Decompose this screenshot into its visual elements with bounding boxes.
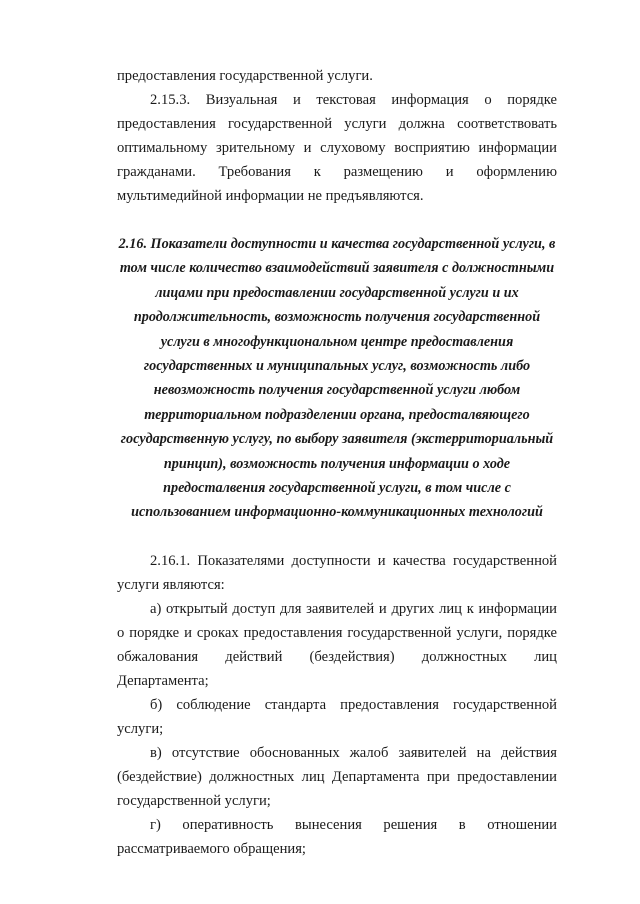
list-item-g: г) оперативность вынесения решения в отношении рассматриваемого обращения; [117,816,557,857]
paragraph-continuation: предоставления государственной услуги. [117,68,373,84]
paragraph-2-15-3: 2.15.3. Визуальная и текстовая информация о порядке предоставления государственной услуги должна соответствовать оптимальному зрительному и слуховому восприятию информации гражданами. Требования к размещению и оформлению мультимедийной информации не предъявляются. [117,92,557,204]
document-page [117,64,557,861]
spacer [117,208,557,232]
list-item-v: в) отсутствие обоснованных жалоб заявителей на действия (бездействие) должностных лиц Департамента при предоставлении государственной услуги; [117,744,557,809]
spacer [117,525,557,549]
list-item-a: а) открытый доступ для заявителей и других лиц к информации о порядке и сроках предоставления государственной услуги, порядке обжалования действий (бездействия) должностных лиц Департамента; [117,600,557,689]
paragraph-2-16-1: 2.16.1. Показателями доступности и качества государственной услуги являются: [117,552,557,593]
list-item-b: б) соблюдение стандарта предоставления государственной услуги; [117,696,557,737]
section-heading-2-16: 2.16. Показатели доступности и качества государственной услуги, в том числе количество взаимодействий заявителя с должностными лицами при предоставлении государственной услуги и их продолжительность, возможность получения государственной услуги в многофункциональном центре предоставления государственных и муниципальных услуг, возможность либо невозможность получения государственной услуги любом территориальном подразделении органа, предосталвяющего государственную услугу, по выбору заявителя (экстерриториальный принцип), возможность получения информации о ходе предосталвения государственной услуги, в том числе с использованием информационно-коммуникационных технологий [118,236,556,521]
